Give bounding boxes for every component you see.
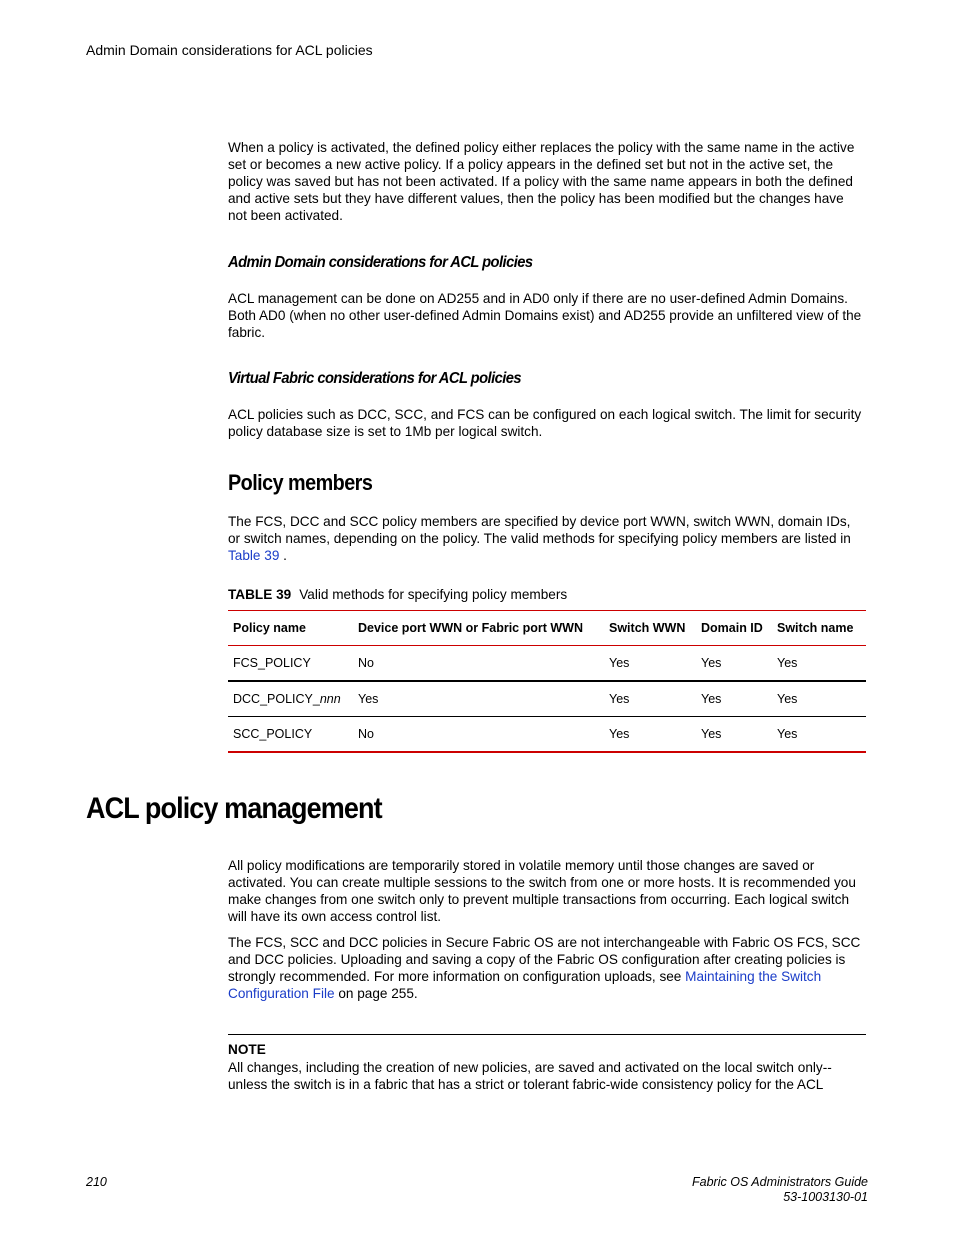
page-number: 210	[86, 1175, 107, 1189]
column-header: Switch WWN	[604, 611, 696, 646]
note-title: NOTE	[228, 1042, 266, 1057]
table-header-row	[228, 611, 866, 646]
virtual-fabric-heading: Virtual Fabric considerations for ACL policies	[228, 370, 522, 387]
note-text: All changes, including the creation of new policies, are saved and activated on the local switch only-- unless the switch is in a fabric that has a strict or tolerant fabric-wide consistency policy for the ACL	[228, 1060, 832, 1092]
policy-members-heading: Policy members	[228, 470, 373, 495]
table-row	[228, 681, 866, 717]
acl-para-1: All policy modifications are temporarily stored in volatile memory until those changes are saved or activated. You can create multiple sessions to the switch from one or more hosts. It is recommended you make changes from one switch only to prevent multiple transactions from occurring. Each logical switch will have its own access control list.	[228, 858, 856, 924]
column-header: Switch name	[772, 611, 866, 646]
policy-name-cell	[228, 681, 353, 717]
column-header: Domain ID	[696, 611, 772, 646]
column-header: Device port WWN or Fabric port WWN	[353, 611, 604, 646]
acl-para-2-before: The FCS, SCC and DCC policies in Secure Fabric OS are not interchangeable with Fabric OS FCS, SCC and DCC policies. Uploading and saving a copy of the Fabric OS configuration after creating policies is strongly recommended. For more information on configuration uploads, see	[228, 935, 861, 984]
policy-members-text-before: The FCS, DCC and SCC policy members are specified by device port WWN, switch WWN, domain IDs, or switch names, depending on the policy. The valid methods for specifying policy members are listed in	[228, 514, 851, 546]
table-caption-text: Valid methods for specifying policy members	[299, 587, 568, 602]
device-cell: No	[353, 717, 604, 753]
policy-members-text	[228, 513, 864, 564]
table-number: TABLE 39	[228, 587, 292, 602]
policy-name: FCS_POLICY	[233, 656, 311, 670]
running-header: Admin Domain considerations for ACL policies	[86, 42, 373, 58]
admin-domain-heading: Admin Domain considerations for ACL policies	[228, 254, 533, 271]
admin-domain-text: ACL management can be done on AD255 and in AD0 only if there are no user-defined Admin Domains. Both AD0 (when no other user-defined Admin Domains exist) and AD255 provide an unfiltered view of the fabric.	[228, 291, 862, 340]
device-cell: No	[353, 646, 604, 682]
policy-name-cell	[228, 717, 353, 753]
policy-members-table	[228, 610, 866, 753]
table-row	[228, 646, 866, 682]
virtual-fabric-text: ACL policies such as DCC, SCC, and FCS can be configured on each logical switch. The limit for security policy database size is set to 1Mb per logical switch.	[228, 407, 862, 439]
intro-paragraph: When a policy is activated, the defined policy either replaces the policy with the same name in the active set or becomes a new active policy. If a policy appears in the defined set but not in the active set, the policy was saved but has not been activated. If a policy with the same name appears in both the defined and active sets but they have different values, then the policy has been modified but the changes have not been activated.	[228, 140, 855, 223]
column-header: Policy name	[228, 611, 353, 646]
switch-wwn-cell: Yes	[604, 681, 696, 717]
policy-name: DCC_POLICY_	[233, 692, 320, 706]
acl-para-2-after: on page 255.	[334, 986, 418, 1001]
note-divider	[228, 1034, 866, 1035]
device-cell: Yes	[353, 681, 604, 717]
domain-id-cell: Yes	[696, 681, 772, 717]
footer-info	[692, 1175, 868, 1205]
policy-name: SCC_POLICY	[233, 727, 313, 741]
switch-name-cell: Yes	[772, 681, 866, 717]
acl-para-2	[228, 934, 864, 1002]
policy-members-text-after: .	[279, 548, 287, 563]
policy-name-suffix: nnn	[319, 692, 341, 706]
guide-title: Fabric OS Administrators Guide	[692, 1175, 868, 1189]
switch-name-cell: Yes	[772, 717, 866, 753]
switch-wwn-cell: Yes	[604, 717, 696, 753]
domain-id-cell: Yes	[696, 717, 772, 753]
domain-id-cell: Yes	[696, 646, 772, 682]
table-caption	[228, 587, 567, 602]
table-39-link[interactable]: Table 39	[228, 548, 280, 563]
switch-wwn-cell: Yes	[604, 646, 696, 682]
acl-policy-management-heading: ACL policy management	[86, 792, 382, 825]
doc-number: 53-1003130-01	[783, 1190, 868, 1204]
maintaining-config-link[interactable]: Maintaining the Switch Configuration File	[228, 969, 822, 1001]
policy-name-cell	[228, 646, 353, 682]
switch-name-cell: Yes	[772, 646, 866, 682]
table-row	[228, 717, 866, 753]
